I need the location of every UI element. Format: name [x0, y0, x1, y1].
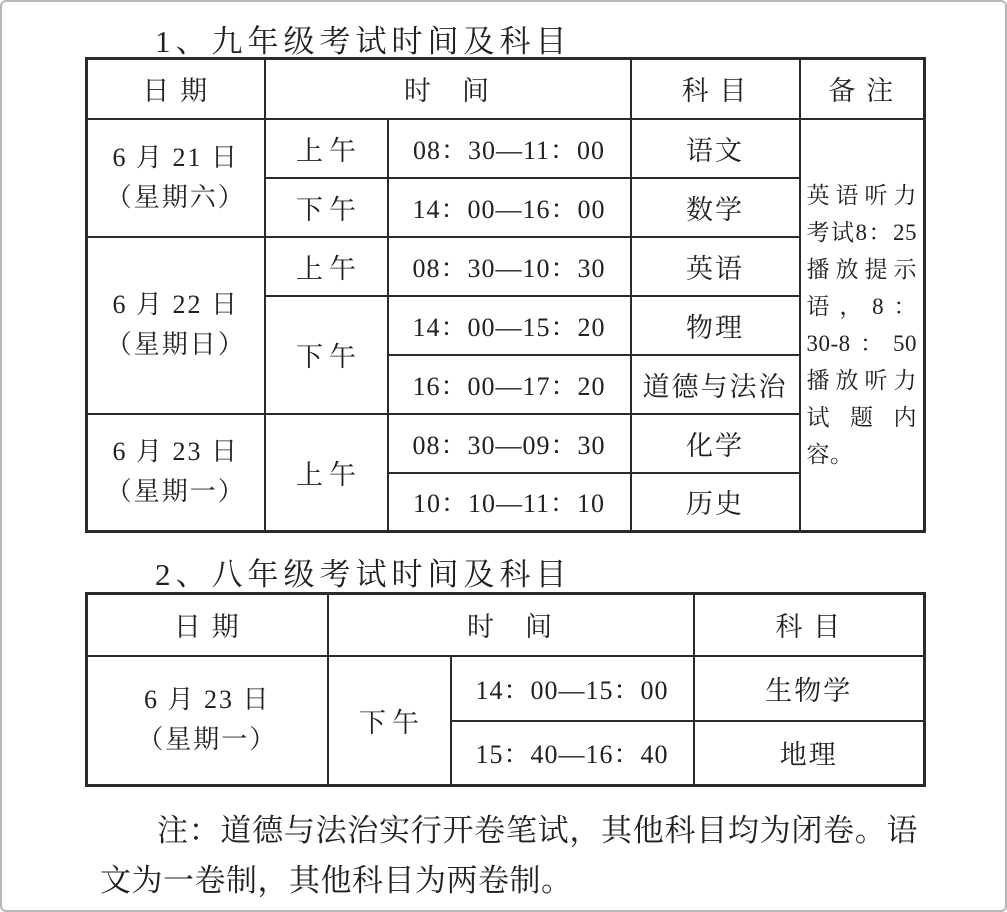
time-cell: 14：00—16：00 — [388, 178, 631, 237]
date-line1: 6 月 23 日 — [112, 437, 239, 467]
time-cell: 08：30—11：00 — [388, 119, 631, 178]
table2-header-date: 日 期 — [87, 594, 328, 656]
subject-cell: 道德与法治 — [631, 355, 800, 414]
section2-title: 2、八年级考试时间及科目 — [155, 557, 572, 592]
time-cell: 16：00—17：20 — [388, 355, 631, 414]
period-cell: 下午 — [328, 656, 451, 786]
subject-cell: 化学 — [631, 414, 800, 473]
date-line2: （星期日） — [105, 330, 246, 359]
date-line1: 6 月 22 日 — [112, 290, 239, 319]
table2-header-row — [87, 594, 925, 656]
table1-header-row — [87, 59, 925, 119]
remark-cell — [800, 119, 925, 532]
table1-header-date: 日 期 — [87, 59, 265, 119]
date-line2: （星期六） — [105, 182, 246, 212]
date-cell — [87, 119, 265, 237]
time-cell: 08：30—10：30 — [388, 237, 631, 296]
table-row — [87, 414, 925, 473]
time-cell: 14：00—15：00 — [451, 656, 694, 721]
date-line2: （星期一） — [137, 725, 278, 755]
date-cell — [87, 414, 265, 532]
period-cell: 上午 — [265, 237, 388, 296]
grade8-schedule-table — [85, 592, 926, 787]
period-cell: 上午 — [265, 119, 388, 178]
time-cell: 15：40—16：40 — [451, 721, 694, 786]
remark-text: 英语听力考试8：25播放提示语，8：30-8：50播放听力试题内容。 — [806, 182, 917, 467]
time-cell: 08：30—09：30 — [388, 414, 631, 473]
subject-cell: 生物学 — [694, 656, 925, 721]
time-cell: 10：10—11：10 — [388, 473, 631, 532]
subject-cell: 数学 — [631, 178, 800, 237]
table1-header-remark: 备 注 — [800, 59, 925, 119]
date-line1: 6 月 21 日 — [112, 142, 239, 172]
footnote: 注：道德与法治实行开卷笔试，其他科目均为闭卷。语文为一卷制，其他科目为两卷制。 — [100, 813, 918, 898]
table2-header-subject: 科 目 — [694, 594, 925, 656]
subject-cell: 地理 — [694, 721, 925, 786]
table-row — [87, 656, 925, 721]
table1-header-subject: 科 目 — [631, 59, 800, 119]
subject-cell: 语文 — [631, 119, 800, 178]
section1-title: 1、九年级考试时间及科目 — [155, 24, 572, 59]
period-cell: 下午 — [265, 296, 388, 414]
table1-header-time: 时 间 — [265, 59, 631, 119]
subject-cell: 历史 — [631, 473, 800, 532]
period-cell: 下午 — [265, 178, 388, 237]
table2-header-time: 时 间 — [328, 594, 694, 656]
subject-cell: 英语 — [631, 237, 800, 296]
date-line1: 6 月 23 日 — [143, 685, 271, 715]
date-cell — [87, 237, 265, 414]
table-row — [87, 119, 925, 178]
period-cell: 上午 — [265, 414, 388, 532]
time-cell: 14：00—15：20 — [388, 296, 631, 355]
date-line2: （星期一） — [105, 477, 246, 507]
table-row — [87, 237, 925, 296]
date-cell — [87, 656, 328, 786]
subject-cell: 物理 — [631, 296, 800, 355]
grade9-schedule-table — [85, 57, 926, 533]
